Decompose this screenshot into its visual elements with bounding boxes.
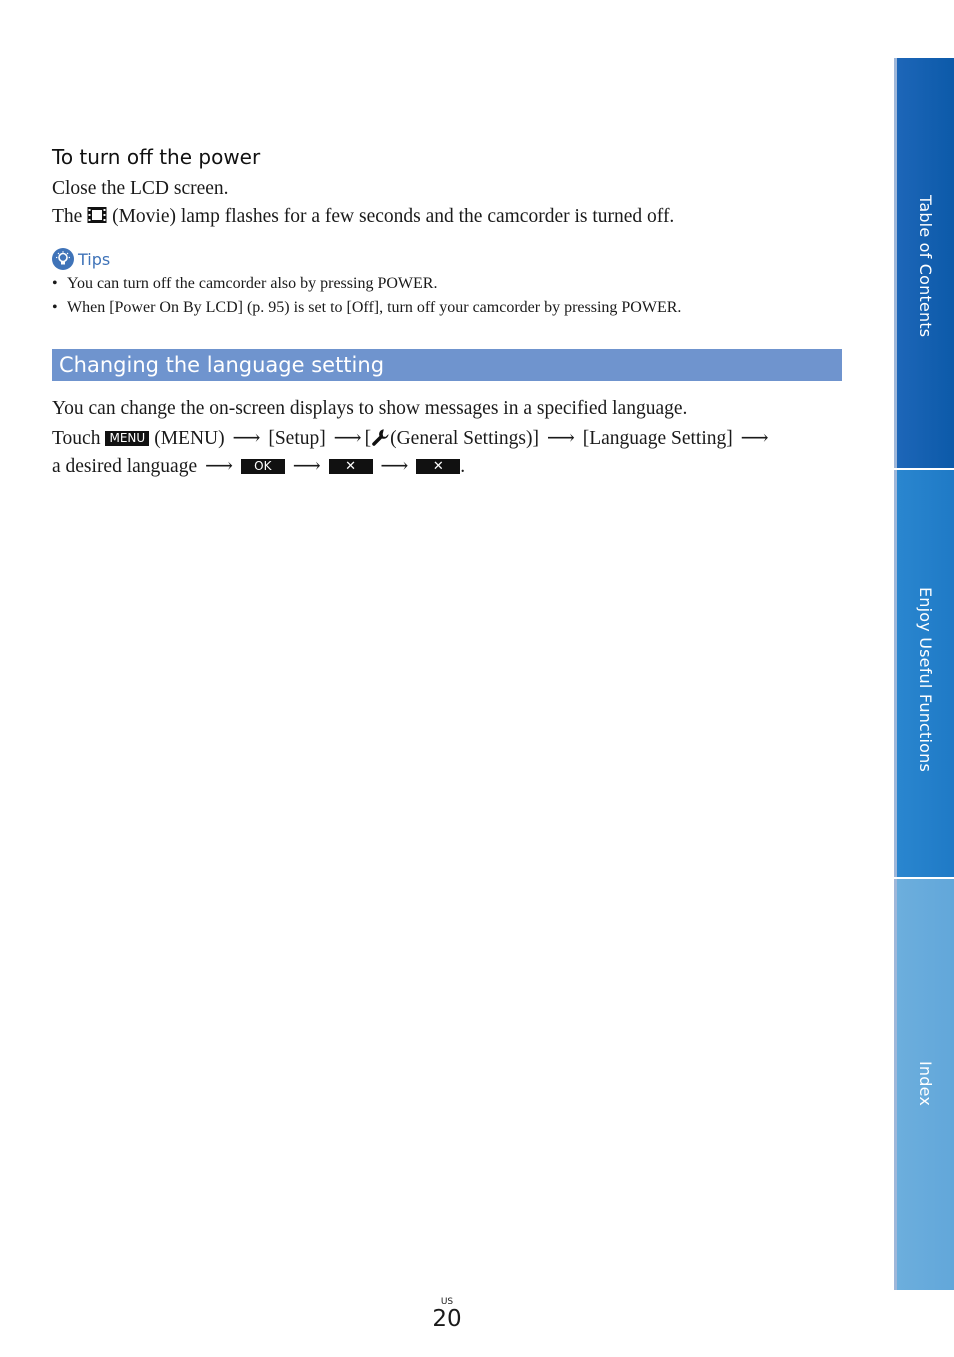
bracket-open: [: [364, 428, 372, 449]
arrow-icon: ⟶: [740, 428, 769, 449]
tip-text: When [Power On By LCD] (p. 95) is set to [Off], turn off your camcorder by pressing POWER.: [67, 299, 682, 316]
ok-button-icon: OK: [241, 459, 285, 474]
arrow-icon: ⟶: [204, 456, 233, 477]
setup-text: [Setup]: [268, 428, 326, 449]
tips-header: [52, 248, 110, 270]
power-heading: To turn off the power: [52, 145, 261, 169]
bullet: •: [52, 299, 58, 316]
menu-text: (MENU): [154, 428, 225, 449]
close-button-icon: ✕: [416, 459, 460, 474]
list-item: [52, 273, 681, 297]
tab-label: Enjoy Useful Functions: [916, 587, 935, 773]
section-title: Changing the language setting: [59, 353, 385, 377]
lightbulb-icon: [52, 248, 74, 270]
list-item: [52, 297, 681, 321]
arrow-icon: ⟶: [546, 428, 575, 449]
close-button-icon: ✕: [329, 459, 373, 474]
bullet: •: [52, 275, 58, 292]
wrench-icon: [371, 428, 390, 447]
power-line-1: Close the LCD screen.: [52, 178, 229, 199]
touch-text: Touch: [52, 428, 101, 449]
page-number: [432, 1297, 462, 1331]
language-steps-line-1: [52, 426, 772, 450]
tab-label: Index: [916, 1061, 935, 1107]
language-setting-text: [Language Setting]: [582, 428, 733, 449]
language-intro: You can change the on-screen displays to show messages in a specified language.: [52, 398, 688, 419]
period: .: [460, 456, 466, 477]
general-settings-text: (General Settings)]: [390, 428, 540, 449]
power-line-2-pre: The: [52, 206, 83, 227]
tab-enjoy-useful-functions[interactable]: [894, 470, 954, 877]
tips-list: [52, 273, 681, 321]
tips-label: Tips: [78, 249, 111, 269]
arrow-icon: ⟶: [380, 456, 409, 477]
page-number-value: 20: [432, 1306, 462, 1332]
section-header-bar: [52, 349, 842, 381]
movie-icon: [87, 206, 107, 224]
region-code: US: [440, 1297, 454, 1307]
arrow-icon: ⟶: [292, 456, 321, 477]
tip-text: You can turn off the camcorder also by pressing POWER.: [67, 275, 438, 292]
menu-button-icon: MENU: [105, 431, 149, 446]
desired-language-text: a desired language: [52, 456, 198, 477]
power-line-2-post: (Movie) lamp flashes for a few seconds and the camcorder is turned off.: [112, 206, 675, 227]
tab-index[interactable]: [894, 879, 954, 1290]
sidebar-nav: [894, 58, 954, 1290]
tab-table-of-contents[interactable]: [894, 58, 954, 468]
language-steps-line-2: [52, 454, 465, 478]
tab-label: Table of Contents: [916, 195, 935, 338]
power-line-2: [52, 206, 674, 228]
arrow-icon: ⟶: [232, 428, 261, 449]
arrow-icon: ⟶: [333, 428, 362, 449]
